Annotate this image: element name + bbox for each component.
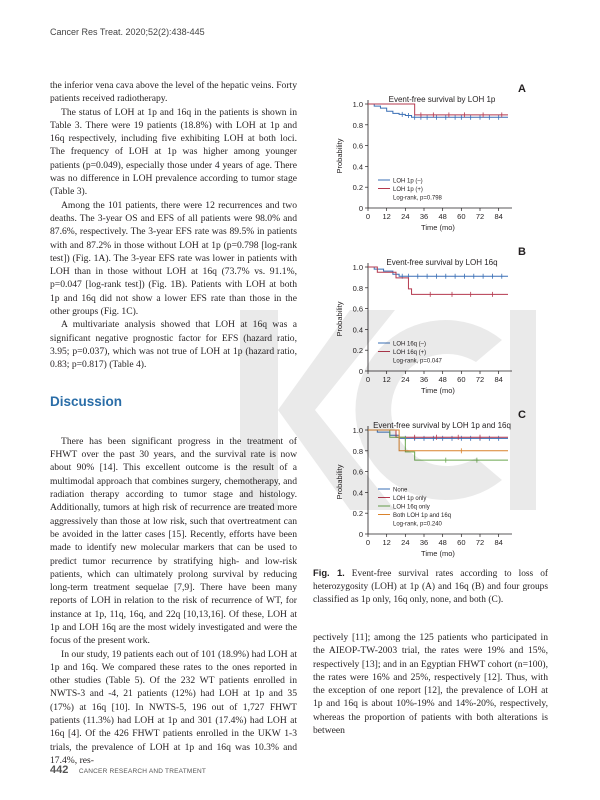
panel-a-xtick-label: 12 — [382, 212, 391, 221]
panel-a-xtick-label: 48 — [438, 212, 447, 221]
panel-b-xtick-label: 12 — [382, 375, 391, 384]
page-number: 442 — [50, 764, 69, 776]
panel-a-ytick-label: 0.2 — [352, 183, 363, 193]
figure-1 — [308, 80, 548, 560]
panel-b-ytick-label: 0.8 — [352, 283, 363, 293]
paragraph-5: There has been significant progress in the treatment of FHWT over the past 30 years, and the survival rate is now about 90% [14]. This excellent outcome is the result of a multimodal approach that combines surgery, chemotherapy, and radiation therapy according to tumor stage and histology. Additionally, tumors at high risk of recurrence are treated more aggressively than those at low risk, such that overtreatment can be avoided in the latter cases [15]. Recently, efforts have been made to identify new molecular markers that can be used to predict tumor recurrence by stratifying high- and low-risk patients, which can ultimately prolong survival by reducing long-term treatment sequelae [7,9]. There have been many reports of LOH in relation to the risk of recurrence of WT, for instance at 1p, 11q, 16q, and 22q [10,13,16]. Of these, LOH at 1p and LOH 16q are the most widely investigated and were the focus of the present work. — [50, 435, 297, 647]
panel-a-ylabel: Probability — [335, 138, 344, 174]
panel-c-xtick-label: 72 — [475, 538, 485, 547]
running-header: Cancer Res Treat. 2020;52(2):438-445 — [50, 27, 205, 37]
panel-b-legend-label: LOH 16q (–) — [393, 341, 427, 348]
panel-c-title: Event-free survival by LOH 1p and 16q — [373, 421, 511, 430]
panel-a-ytick-label: 0.8 — [352, 120, 363, 130]
panel-a-legend-label: LOH 1p (–) — [393, 178, 423, 185]
panel-c-xtick-label: 24 — [401, 538, 410, 547]
panel-c-stat: Log-rank, p=0.240 — [393, 521, 442, 528]
panel-a-legend-label: LOH 1p (+) — [393, 187, 423, 193]
panel-b-ylabel: Probability — [335, 301, 344, 337]
panel-a-xtick-label: 84 — [494, 212, 503, 221]
panel-a-series-1-line — [368, 104, 508, 115]
panel-b-xtick-label: 72 — [475, 375, 485, 384]
left-column — [50, 79, 297, 767]
panel-a-ytick-label: 0 — [358, 204, 363, 213]
panel-b-letter: B — [518, 246, 526, 258]
panel-c-ytick-label: 0.4 — [352, 488, 363, 498]
panel-b-title: Event-free survival by LOH 16q — [386, 258, 498, 267]
panel-b-series-0-line — [368, 267, 508, 276]
panel-a-xtick-label: 24 — [401, 212, 410, 221]
panel-c-xtick-label: 0 — [365, 538, 371, 547]
panel-b-ytick-label: 1.0 — [352, 263, 363, 272]
panel-b-xtick-label: 0 — [365, 375, 371, 384]
panel-c-series-3-line — [368, 430, 508, 451]
paragraph-4: A multivariate analysis showed that LOH at 16q was a significant negative prognostic factor for EFS (hazard ratio, 3.95; p=0.037), which was not true of LOH at 1p (hazard ratio, 0.83; p=0.817) (Table 4). — [50, 319, 297, 371]
panel-a-ytick-label: 0.4 — [352, 162, 363, 172]
panel-b-ytick-label: 0.2 — [352, 346, 363, 356]
panel-c-ytick-label: 0.2 — [352, 509, 363, 519]
panel-c-xtick-label: 36 — [419, 538, 429, 547]
panel-b-xtick-label: 24 — [401, 375, 410, 384]
panel-b-legend-label: LOH 16q (+) — [393, 350, 427, 356]
panel-c-series-1-line — [368, 430, 508, 437]
caption-text: Event-free survival rates according to loss of heterozygosity (LOH) at 1p (A) and 16q (B) and four groups classified as 1p only, 16q only, none, and both (C). — [313, 569, 549, 605]
panel-c-ytick-label: 0.6 — [352, 467, 363, 477]
panel-c-letter: C — [518, 409, 526, 421]
panel-c-xlabel: Time (mo) — [421, 549, 455, 558]
panel-b-xtick-label: 60 — [457, 375, 466, 384]
panel-c-ylabel: Probability — [335, 464, 344, 500]
caption-label: Fig. 1. — [313, 567, 345, 578]
journal-name: CANCER RESEARCH AND TREATMENT — [78, 768, 207, 775]
panel-a-ytick-label: 0.6 — [352, 141, 363, 151]
panel-a-xlabel: Time (mo) — [421, 223, 455, 232]
panel-c-xtick-label: 12 — [382, 538, 391, 547]
panel-c-legend-label: Both LOH 1p and 16q — [393, 513, 452, 519]
km-plots — [308, 80, 548, 560]
panel-a-ytick-label: 1.0 — [352, 100, 363, 109]
discussion-heading: Discussion — [50, 393, 123, 409]
panel-c-ytick-label: 0.8 — [352, 446, 363, 456]
panel-c-legend-label: LOH 16q only — [393, 504, 430, 511]
panel-c-xtick-label: 84 — [494, 538, 503, 547]
panel-c-ytick-label: 0 — [358, 530, 363, 539]
panel-c-ytick-label: 1.0 — [352, 426, 363, 435]
paragraph-7: pectively [11]; among the 125 patients who participated in the AIEOP-TW-2003 trial, the rates were 19% and 15%, respectively [13]; and in an Egyptian FHWT cohort (n=100), the rates were 16% and 25%, respectively [12]. Thus, with the exception of one report [12], the prevalence of LOH at 1p and 16q is about 10%-19% and 14%-20%, respectively, whereas the proportion of patients with both alterations is between — [313, 632, 548, 737]
panel-c-xtick-label: 60 — [457, 538, 466, 547]
panel-b-ytick-label: 0.4 — [352, 325, 363, 335]
panel-b-stat: Log-rank, p=0.047 — [393, 358, 442, 365]
panel-b-xtick-label: 48 — [438, 375, 447, 384]
panel-a-stat: Log-rank, p=0.798 — [393, 195, 442, 202]
paragraph-2: The status of LOH at 1p and 16q in the patients is shown in Table 3. There were 19 patients (18.8%) with LOH at 1p and 16q respectively, including five exhibiting LOH at both loci. The frequency of LOH at 1p was higher among younger patients (p=0.049), especially those under 4 years of age. There was no difference in LOH prevalence according to tumor stage (Table 3). — [50, 106, 297, 198]
paragraph-6: In our study, 19 patients each out of 101 (18.9%) had LOH at 1p and 16q. We compared these rates to the ones reported in other studies (Table 5). Of the 232 WT patients enrolled in NWTS-3 and -4, 21 patients (12%) had LOH at 1p and 35 (17%) at 16q [10]. In NWTS-5, 196 out of 1,727 FHWT patients (11.3%) had LOH at 1p and 301 (17.4%) had LOH at 16q [4]. Of the 426 FHWT patients enrolled in the UKW 1-3 trials, the prevalence of LOH at 1p and 16q was 10.3% and 17.4%, res- — [50, 648, 297, 766]
panel-a-xtick-label: 72 — [475, 212, 485, 221]
panel-a-letter: A — [518, 83, 526, 95]
panel-a-xtick-label: 60 — [457, 212, 466, 221]
right-column-text — [313, 631, 548, 737]
panel-c-xtick-label: 48 — [438, 538, 447, 547]
panel-a-title: Event-free survival by LOH 1p — [388, 95, 496, 104]
panel-b-xtick-label: 84 — [494, 375, 503, 384]
panel-b-ytick-label: 0 — [358, 367, 363, 376]
figure-caption — [313, 566, 548, 607]
panel-c-series-2-line — [368, 430, 508, 460]
panel-b-xtick-label: 36 — [419, 375, 429, 384]
panel-a-xtick-label: 36 — [419, 212, 429, 221]
paragraph-1: the inferior vena cava above the level of the hepatic veins. Forty patients received radiotherapy. — [50, 80, 297, 105]
panel-a-xtick-label: 0 — [365, 212, 371, 221]
panel-b-xlabel: Time (mo) — [421, 386, 455, 395]
panel-c-legend-label: LOH 1p only — [393, 496, 427, 502]
page-footer — [50, 760, 206, 778]
paragraph-3: Among the 101 patients, there were 12 recurrences and two deaths. The 3-year OS and EFS of all patients were 98.0% and 87.6%, respectively. The 3-year EFS rate was 89.5% in patients with and 87.2% in those without LOH at 1p (p=0.798 [log-rank test]) (Fig. 1A). The 3-year EFS rate was lower in patients with LOH than in those without LOH at 16q (73.7% vs. 91.1%, p=0.047 [log-rank test]) (Fig. 1B). Patients with LOH at both 1p and 16q did not show a lower EFS rate than those in the other groups (Fig. 1C). — [50, 199, 297, 318]
panel-c-legend-label: None — [393, 487, 408, 494]
panel-b-ytick-label: 0.6 — [352, 304, 363, 314]
